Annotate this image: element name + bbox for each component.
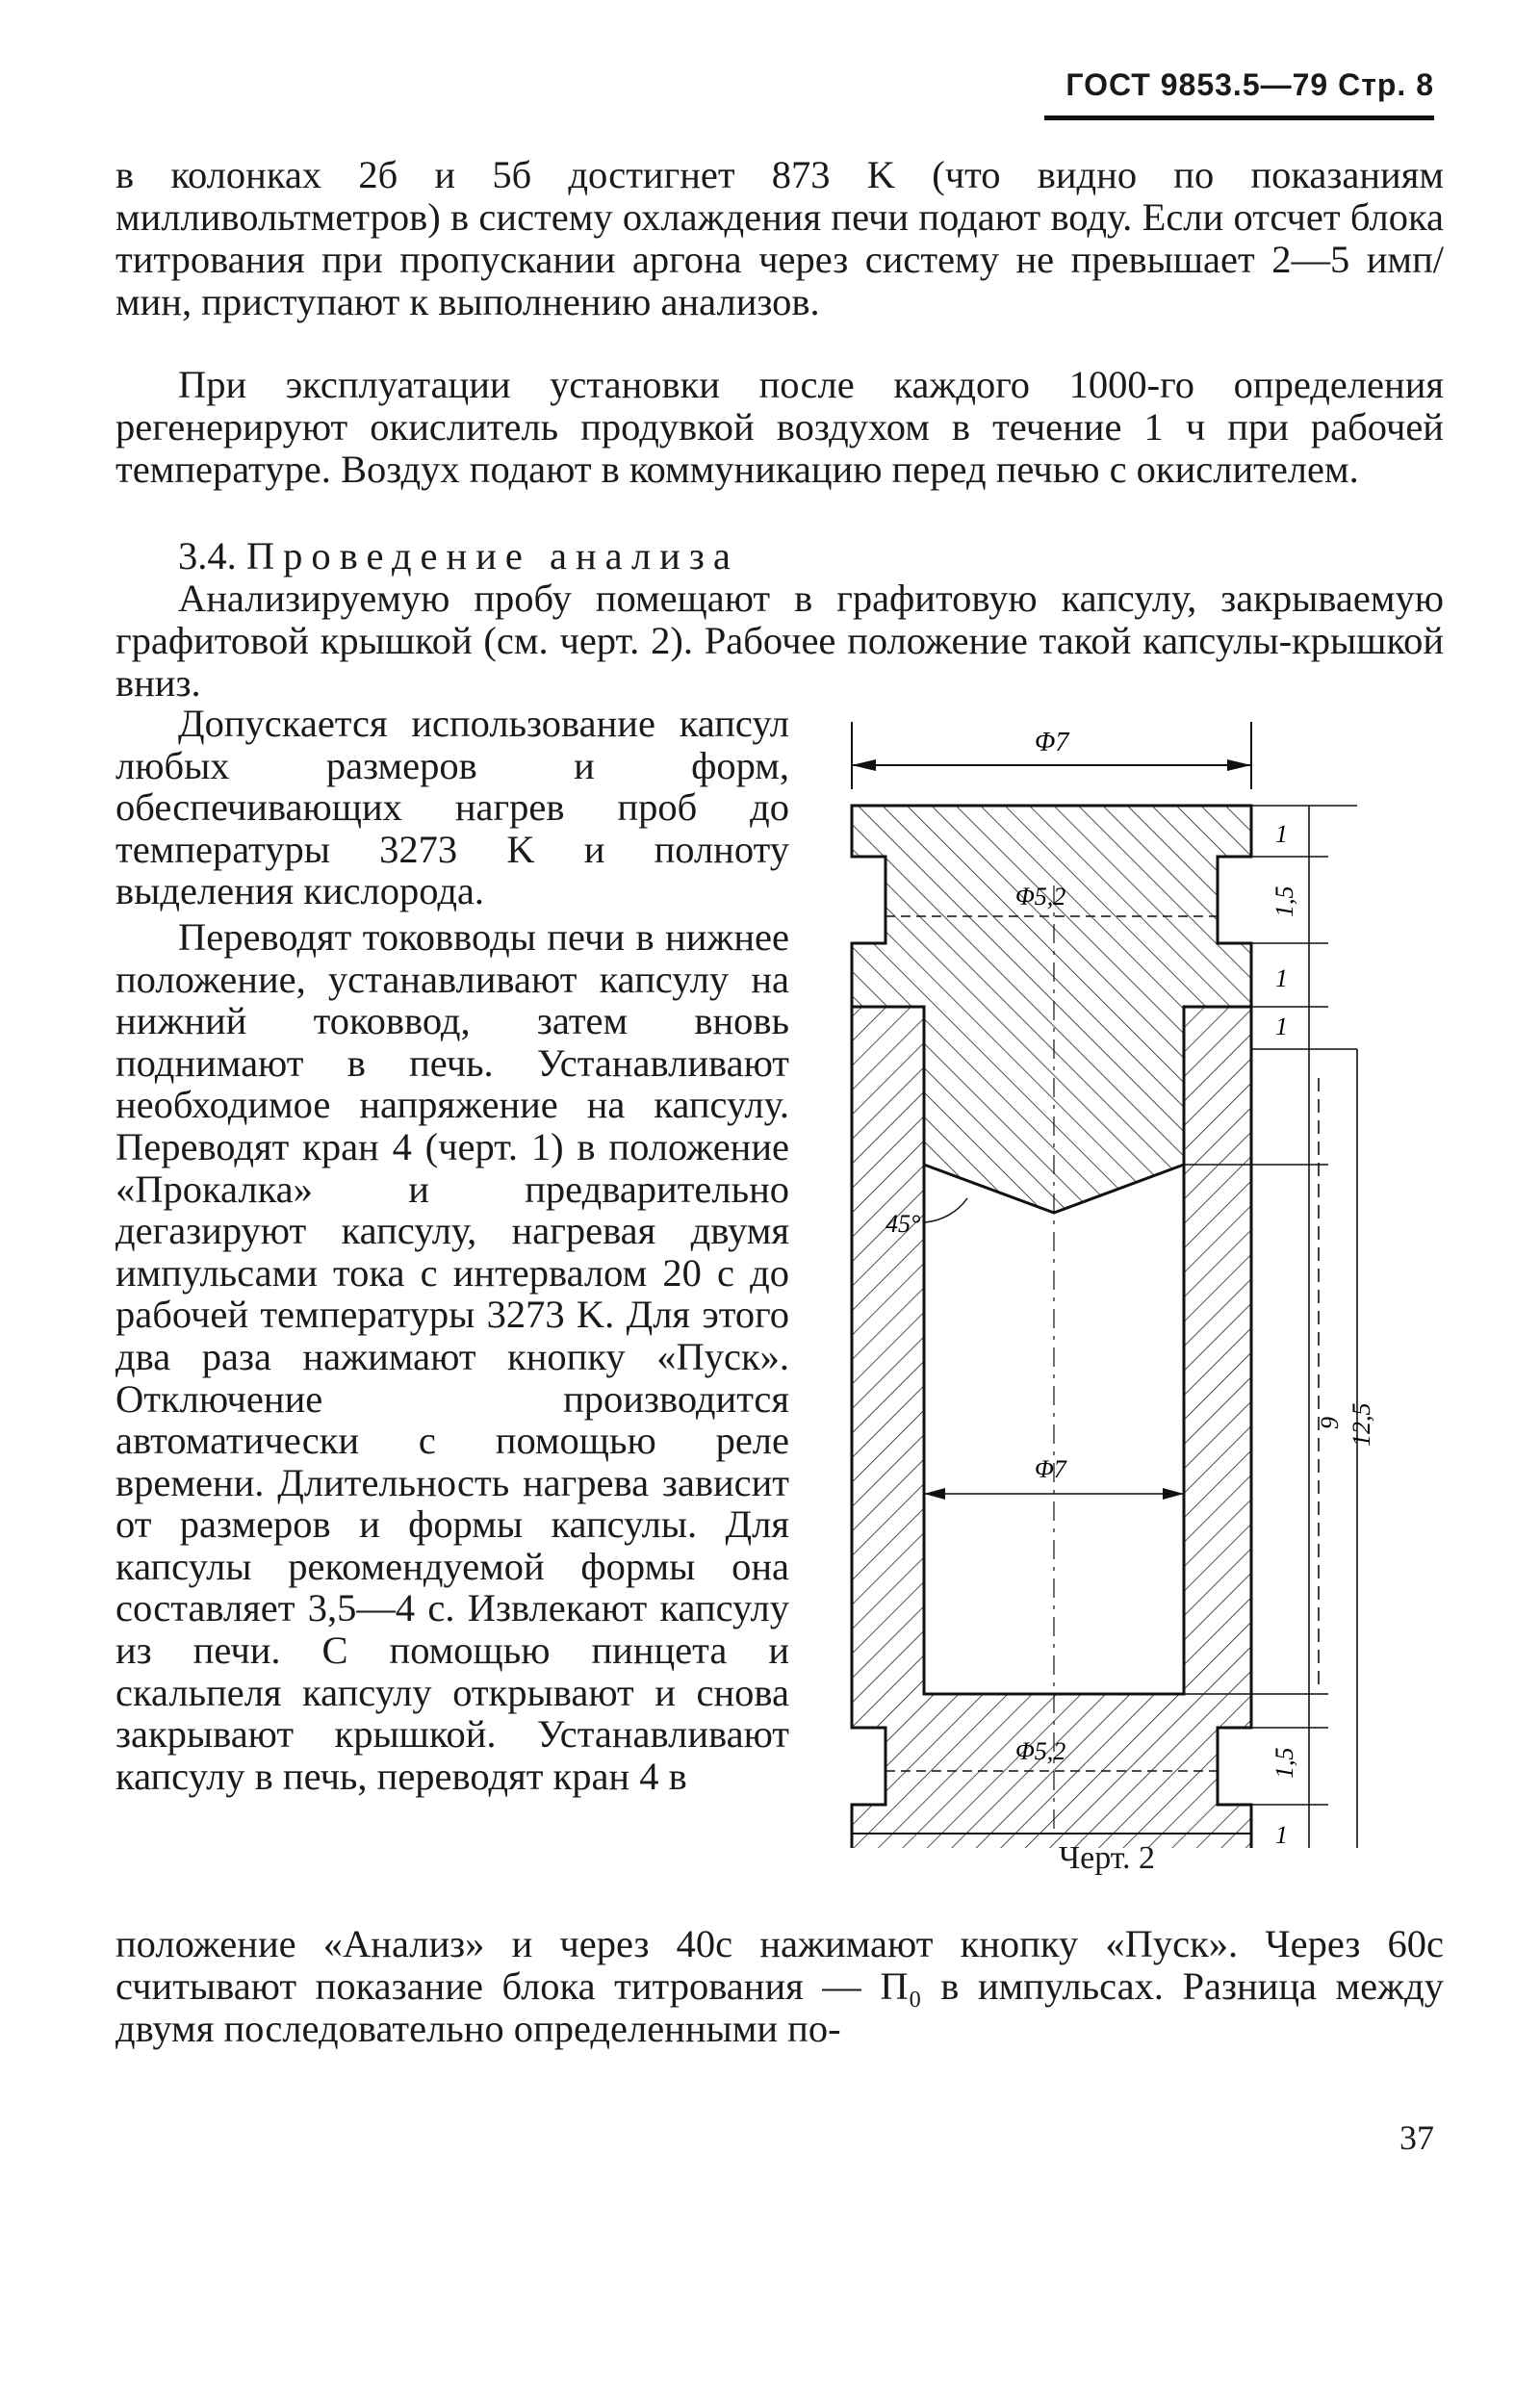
angle-label: 45°: [886, 1210, 921, 1238]
svg-text:1,5: 1,5: [1270, 1747, 1298, 1779]
svg-text:9: 9: [1316, 1417, 1344, 1429]
svg-text:12,5: 12,5: [1348, 1402, 1375, 1447]
section-title: Проведение анализа: [245, 534, 739, 577]
capsule-drawing: [837, 712, 1376, 1848]
svg-text:1: 1: [1275, 820, 1288, 848]
svg-text:1: 1: [1275, 964, 1288, 992]
dim-top-label: Φ7: [1035, 728, 1069, 757]
paragraph-3: [116, 577, 1444, 705]
paragraph-2: [116, 364, 1444, 491]
page-header: ГОСТ 9853.5—79 Стр. 8: [1065, 67, 1434, 102]
dim-neck-bottom-label: Φ5,2: [1015, 1737, 1066, 1765]
svg-text:1,5: 1,5: [1270, 885, 1298, 917]
dim-inner-label: Φ7: [1035, 1455, 1066, 1483]
svg-text:1: 1: [1275, 1013, 1288, 1040]
section-number: 3.4.: [178, 534, 237, 577]
section-heading: [116, 535, 1444, 577]
column-paragraph-2: Переводят токовводы печи в нижнее положение, устанавливают капсулу на нижний токоввод, затем вновь поднимают в печь. Устанавливают необходимое напряжение на капсулу. Переводят кран 4 (черт. 1) в положение «Прокалка» и предварительно дегазируют капсулу, нагревая двумя импульсами тока с интервалом 20 с до рабочей температуры 3273 K. Для этого два раза нажимают кнопку «Пуск». Отключение производится автоматически с помощью реле времени. Длительность нагрева зависит от размеров и формы капсулы. Для капсулы рекомендуемой формы она составляет 3,5—4 с. Извлекают капсулу из печи. С помощью пинцета и скальпеля капсулу открывают и снова закрывают крышкой. Устанавливают капсулу в печь, переводят кран 4 в: [116, 914, 789, 1798]
dim-top: [852, 722, 1251, 789]
paragraph-bottom: [116, 1923, 1444, 2050]
page-number: 37: [1399, 2118, 1434, 2157]
column-paragraph-1: Допускается использование капсул любых размеров и форм, обеспечивающих нагрев проб до температуры 3273 K и полноту выделения кислорода.: [116, 702, 789, 913]
paragraph-bottom-text: положение «Анализ» и через 40с нажимают кнопку «Пуск». Через 60с считывают показание блока титрования — П₀ в импульсах. Разница между двумя последовательно определенными по-: [116, 1922, 1444, 2050]
paragraph-2-text: При эксплуатации установки после каждого 1000-го определения регенерируют окислитель продувкой воздухом в течение 1 ч при рабочей температуре. Воздух подают в коммуникацию перед печью с окислителем.: [116, 363, 1444, 491]
header-rule: [1044, 115, 1434, 120]
dim-neck-top-label: Φ5,2: [1015, 883, 1066, 911]
column-text: [116, 703, 789, 1797]
paragraph-1-text: в колонках 2б и 5б достигнет 873 K (что видно по показаниям милливольтметров) в систему охлаждения печи подают воду. Если отсчет блока титрования при пропускании аргона через систему не превышает 2—5 имп/мин, приступают к выполнению анализов.: [116, 153, 1444, 323]
paragraph-3-text: Анализируемую пробу помещают в графитовую капсулу, закрываемую графитовой крышкой (см. черт. 2). Рабочее положение такой капсулы-крышкой вниз.: [116, 577, 1444, 705]
figure-caption: Черт. 2: [1059, 1840, 1156, 1876]
paragraph-1: [116, 154, 1444, 323]
svg-text:1: 1: [1275, 1821, 1288, 1848]
